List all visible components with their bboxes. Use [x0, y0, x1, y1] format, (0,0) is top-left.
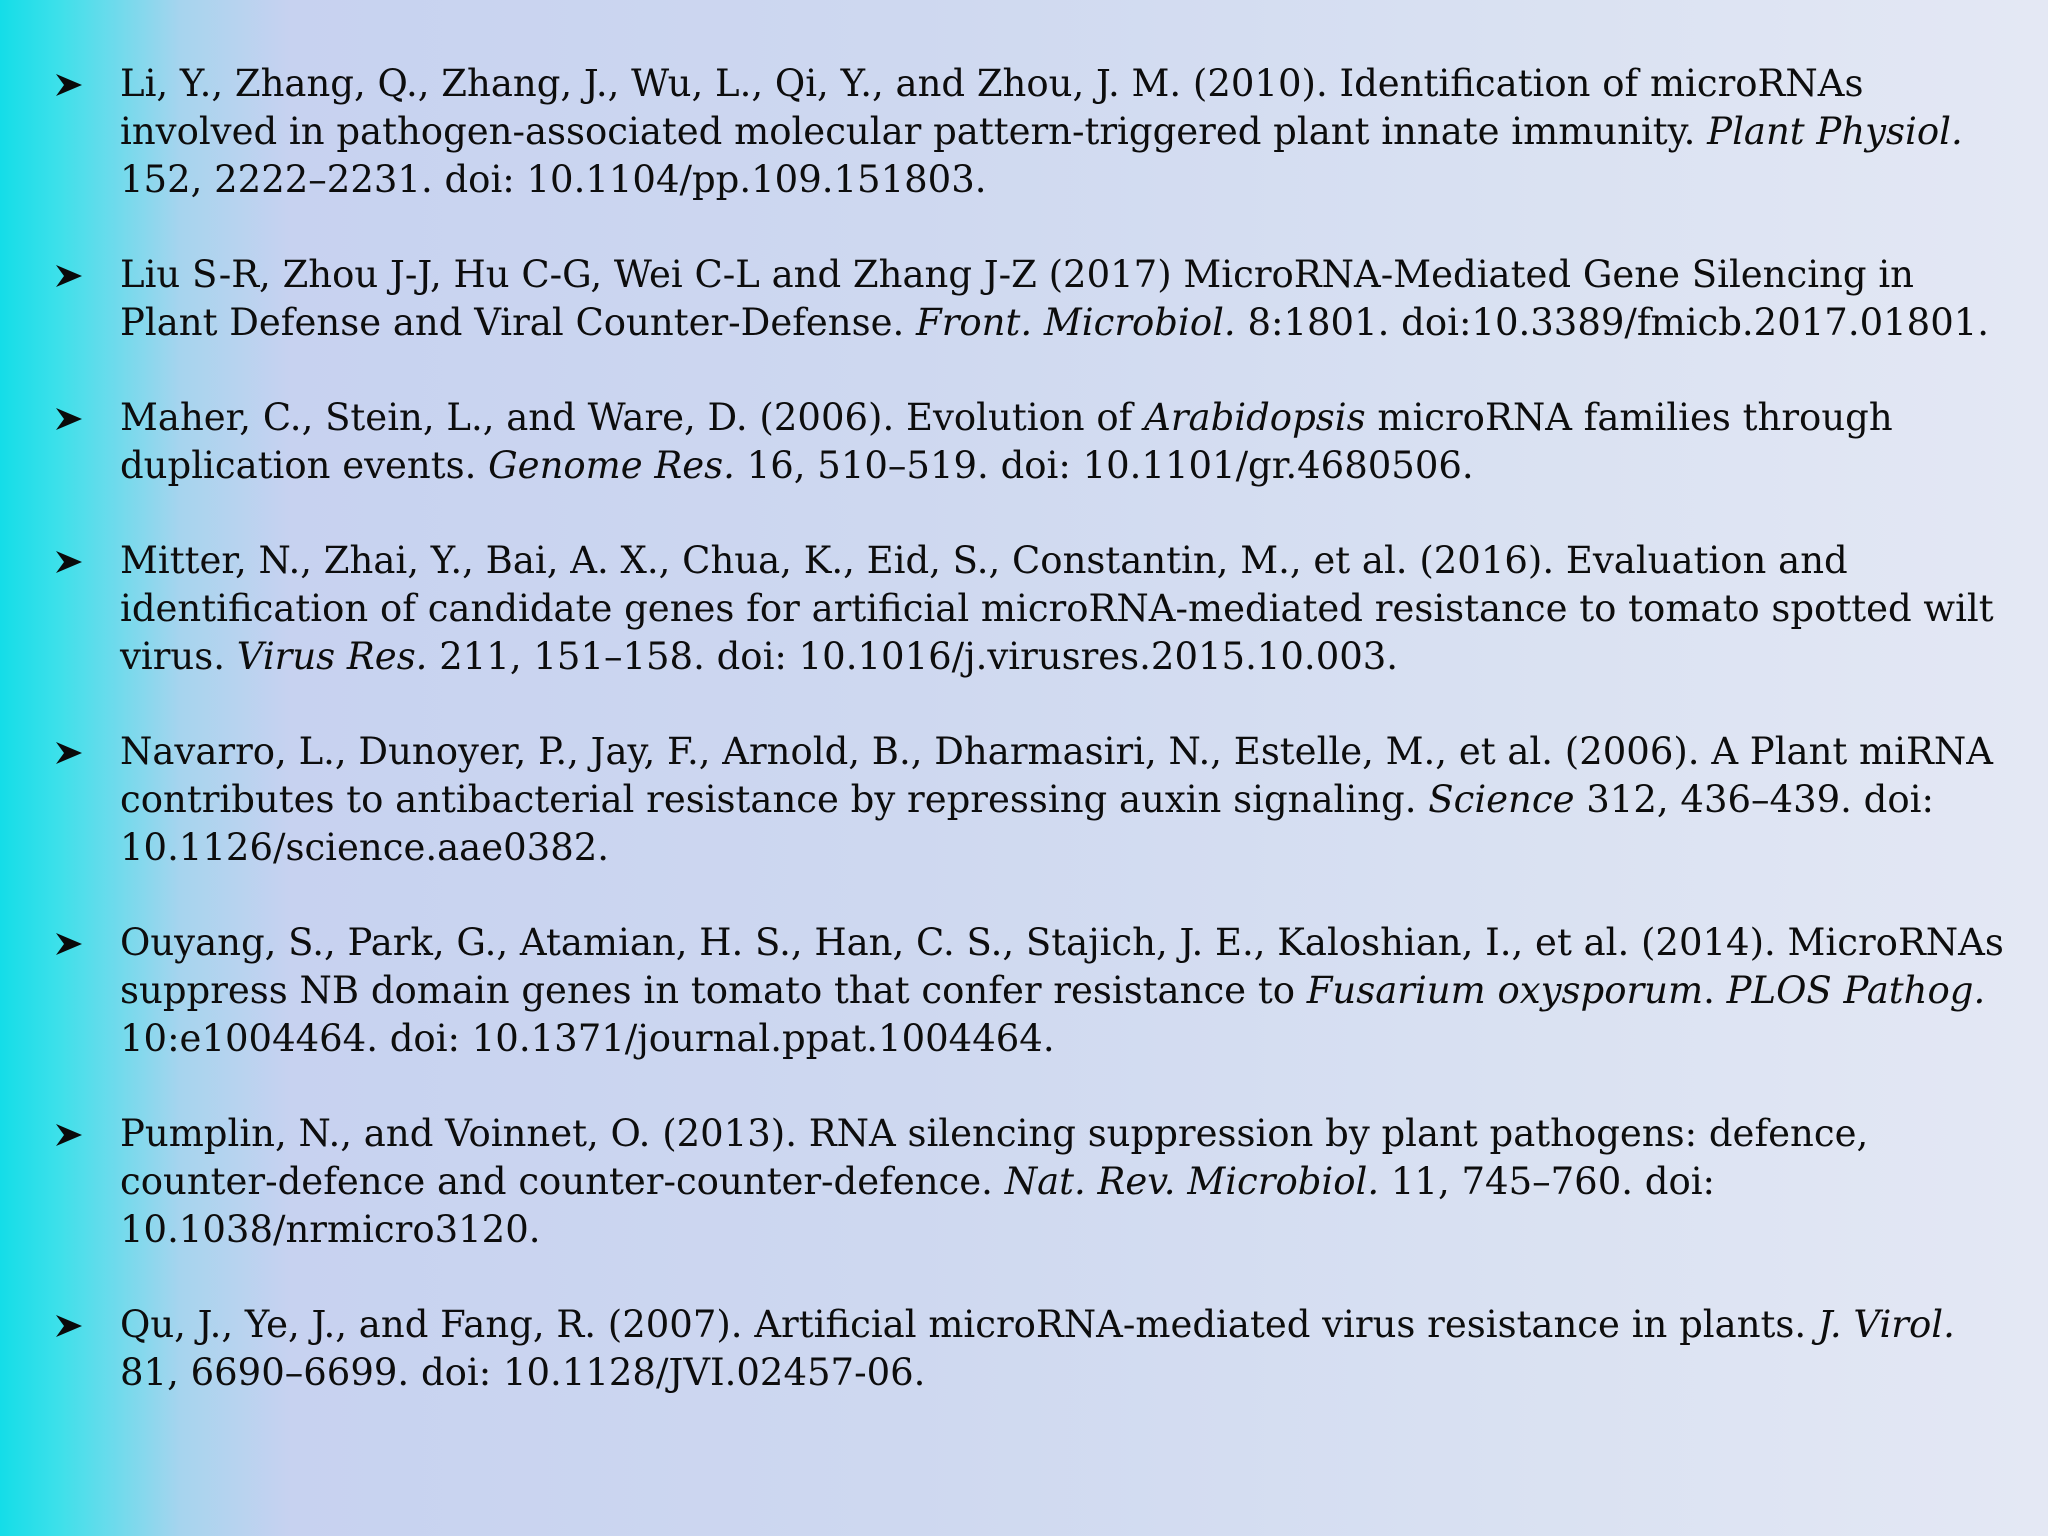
- reference-text-mid: .: [1703, 969, 1727, 1012]
- arrowhead-bullet-icon: [54, 1313, 84, 1339]
- arrowhead-bullet-icon: [54, 931, 84, 957]
- species-name: Fusarium oxysporum: [1306, 969, 1704, 1012]
- arrowhead-bullet-icon: [54, 263, 84, 289]
- reference-item: [0, 537, 2048, 681]
- journal-name: PLOS Pathog.: [1726, 969, 1986, 1012]
- reference-text: Li, Y., Zhang, Q., Zhang, J., Wu, L., Qi, Y., and Zhou, J. M. (2010). Identification of microRNAs involved in pathogen-associated molecular pattern-triggered plant innate immunity.: [120, 62, 1864, 153]
- reference-details: 10:e1004464. doi: 10.1371/journal.ppat.1004464.: [120, 1017, 1055, 1060]
- reference-item: [0, 728, 2048, 872]
- arrowhead-bullet-icon: [54, 549, 84, 575]
- reference-item: [0, 1301, 2048, 1397]
- reference-item: [0, 251, 2048, 347]
- journal-name: Virus Res.: [236, 635, 428, 678]
- reference-details: 211, 151–158. doi: 10.1016/j.virusres.2015.10.003.: [427, 635, 1399, 678]
- reference-item: [0, 1110, 2048, 1254]
- journal-name: Genome Res.: [488, 444, 735, 487]
- reference-details: 312, 436–439. doi: 10.1126/science.aae0382.: [120, 778, 1934, 869]
- reference-item: [0, 60, 2048, 204]
- reference-details: 8:1801. doi:10.3389/fmicb.2017.01801.: [1235, 301, 1990, 344]
- reference-details: 81, 6690–6699. doi: 10.1128/JVI.02457-06.: [120, 1351, 926, 1394]
- reference-item: [0, 394, 2048, 490]
- journal-name: Nat. Rev. Microbiol.: [1004, 1160, 1380, 1203]
- reference-text: Qu, J., Ye, J., and Fang, R. (2007). Artificial microRNA-mediated virus resistance in plants.: [120, 1303, 1818, 1346]
- reference-text: Navarro, L., Dunoyer, P., Jay, F., Arnold, B., Dharmasiri, N., Estelle, M., et al. (2006). A Plant miRNA contributes to antibacterial resistance by repressing auxin signaling.: [120, 730, 1993, 821]
- species-name: Arabidopsis: [1144, 396, 1366, 439]
- reference-text: Ouyang, S., Park, G., Atamian, H. S., Han, C. S., Stajich, J. E., Kaloshian, I., et al. (2014). MicroRNAs suppress NB domain genes in tomato that confer resistance to: [120, 921, 2004, 1012]
- journal-name: J. Virol.: [1817, 1303, 1955, 1346]
- reference-text: Mitter, N., Zhai, Y., Bai, A. X., Chua, K., Eid, S., Constantin, M., et al. (2016). Evaluation and identification of candidate genes for artificial microRNA-mediated resistance to tomato spotted wilt virus.: [120, 539, 1994, 678]
- reference-item: [0, 919, 2048, 1063]
- journal-name: Plant Physiol.: [1707, 110, 1963, 153]
- reference-details: 152, 2222–2231. doi: 10.1104/pp.109.151803.: [120, 158, 987, 201]
- reference-list: [0, 60, 2048, 1444]
- arrowhead-bullet-icon: [54, 72, 84, 98]
- reference-text: Liu S-R, Zhou J-J, Hu C-G, Wei C-L and Zhang J-Z (2017) MicroRNA-Mediated Gene Silencing in Plant Defense and Viral Counter-Defense.: [120, 253, 1914, 344]
- reference-text: Maher, C., Stein, L., and Ware, D. (2006). Evolution of: [120, 396, 1145, 439]
- reference-text: Pumplin, N., and Voinnet, O. (2013). RNA silencing suppression by plant pathogens: defence, counter-defence and counter-counter-defence.: [120, 1112, 1869, 1203]
- reference-details: 16, 510–519. doi: 10.1101/gr.4680506.: [734, 444, 1474, 487]
- journal-name: Science: [1428, 778, 1575, 821]
- journal-name: Front. Microbiol.: [916, 301, 1236, 344]
- arrowhead-bullet-icon: [54, 406, 84, 432]
- reference-text-mid: microRNA families through duplication events.: [120, 396, 1893, 487]
- reference-details: 11, 745–760. doi: 10.1038/nrmicro3120.: [120, 1160, 1716, 1251]
- arrowhead-bullet-icon: [54, 1122, 84, 1148]
- arrowhead-bullet-icon: [54, 740, 84, 766]
